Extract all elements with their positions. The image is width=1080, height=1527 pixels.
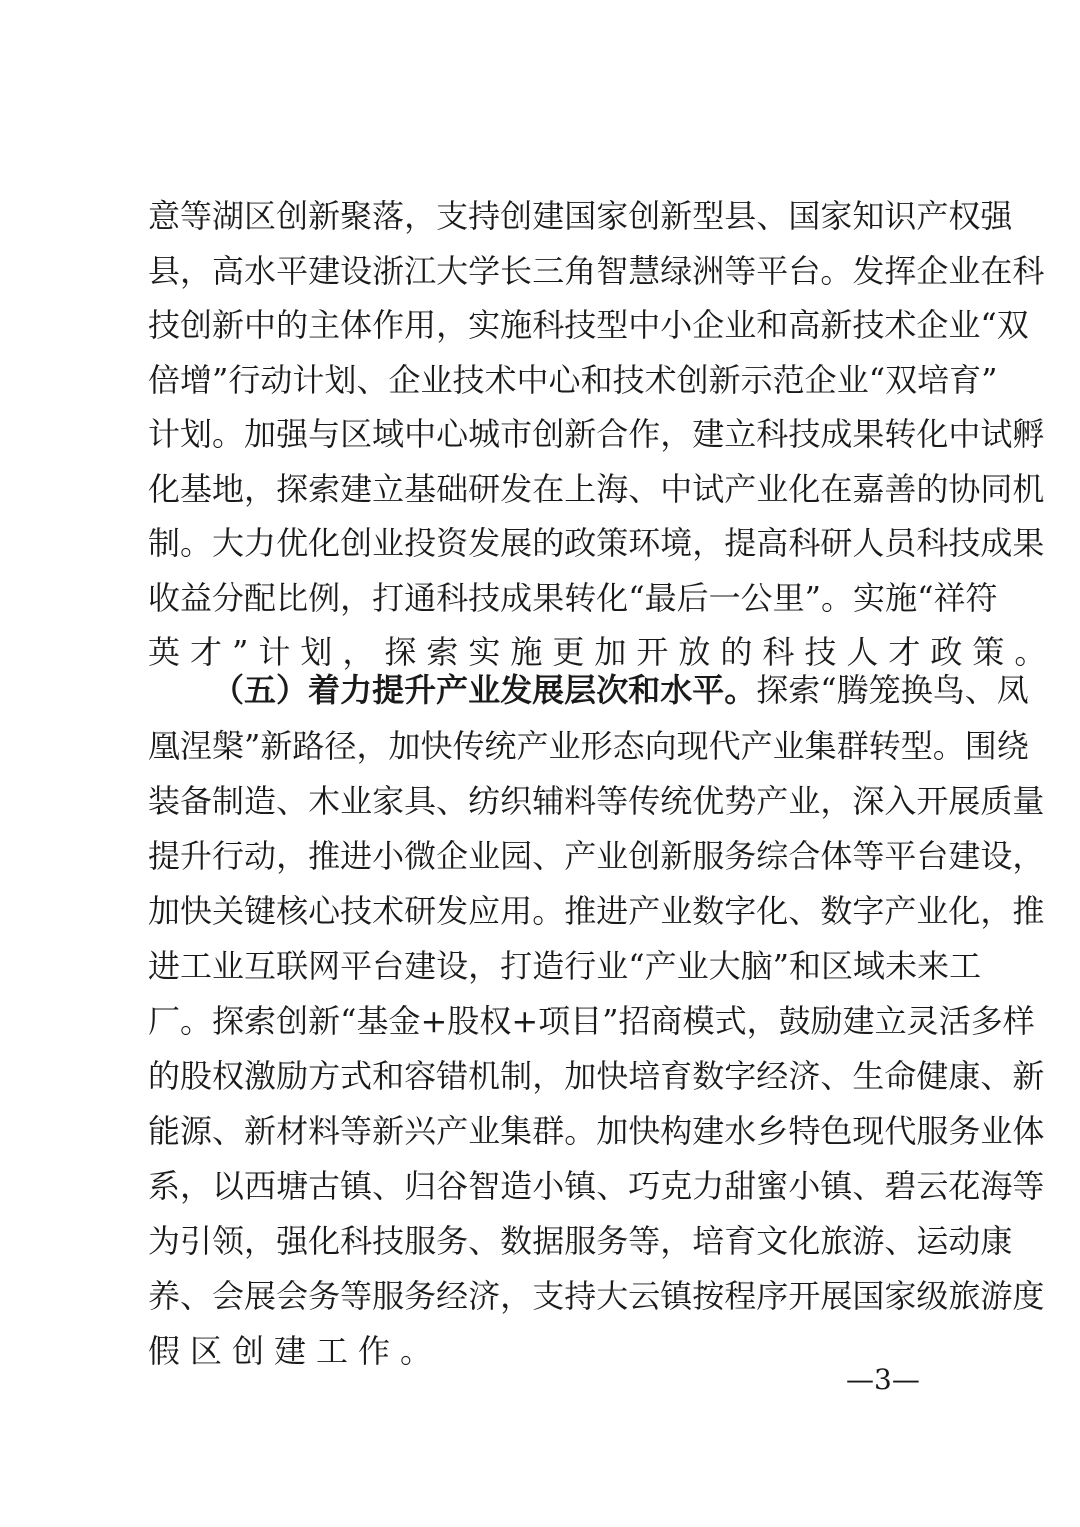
text-line: 装 备 制 造 、 木 业 家 具 、 纺 织 辅 料 等 传 统 优 势 产 业 ， 深 入 开 展 质 量 [148, 782, 1045, 820]
text-line: 意 等 湖 区 创 新 聚 落 ， 支 持 创 建 国 家 创 新 型 县 、 国 家 知 识 产 权 强 [148, 197, 1013, 235]
text-line: 县 ， 高 水 平 建 设 浙 江 大 学 长 三 角 智 慧 绿 洲 等 平 台 。 发 挥 企 业 在 科 [148, 251, 1045, 290]
text-line: 的 股 权 激 励 方 式 和 容 错 机 制 ， 加 快 培 育 数 字 经 济 、 生 命 健 康 、 新 [148, 1057, 1045, 1095]
text-line: 养 、 会 展 会 务 等 服 务 经 济 ， 支 持 大 云 镇 按 程 序 开 展 国 家 级 旅 游 度 [148, 1277, 1045, 1315]
text-line: 制 。 大 力 优 化 创 业 投 资 发 展 的 政 策 环 境 ， 提 高 科 研 人 员 科 技 成 果 [148, 524, 1045, 562]
text-line: 化 基 地 ， 探 索 建 立 基 础 研 发 在 上 海 、 中 试 产 业 化 在 嘉 善 的 协 同 机 [148, 469, 1045, 508]
text-line: 厂 。 探 索 创 新 “ 基 金 + 股 权 + 项 目 ” 招 商 模 式 ， 鼓 励 建 立 灵 活 多 样 [148, 1002, 1035, 1040]
text-line: 凰 涅 槃 ” 新 路 径 ， 加 快 传 统 产 业 形 态 向 现 代 产 业 集 群 转 型 。 围 绕 [148, 727, 1029, 765]
text-line: 能 源 、 新 材 料 等 新 兴 产 业 集 群 。 加 快 构 建 水 乡 特 色 现 代 服 务 业 体 [148, 1112, 1045, 1150]
text-line: 加 快 关 键 核 心 技 术 研 发 应 用 。 推 进 产 业 数 字 化 、 数 字 产 业 化 ， 推 [148, 892, 1045, 930]
text-line: 为 引 领 ， 强 化 科 技 服 务 、 数 据 服 务 等 ， 培 育 文 化 旅 游 、 运 动 康 [148, 1222, 1013, 1260]
text-line: 英才”计划，探索实施更加开放的科技人才政策。 [148, 633, 1057, 671]
text-line: 计 划 。 加 强 与 区 域 中 心 城 市 创 新 合 作 ， 建 立 科 技 成 果 转 化 中 试 孵 [148, 415, 1045, 453]
paragraph-2-first-line: （ 五 ） 着 力 提 升 产 业 发 展 层 次 和 水 平 。 探 索 “ 腾 笼 换 鸟 、 凤 [212, 671, 1029, 709]
text-line: 系 ， 以 西 塘 古 镇 、 归 谷 智 造 小 镇 、 巧 克 力 甜 蜜 小 镇 、 碧 云 花 海 等 [148, 1167, 1045, 1205]
text-line: 进 工 业 互 联 网 平 台 建 设 ， 打 造 行 业 “ 产 业 大 脑 ” 和 区 域 未 来 工 [148, 947, 982, 985]
page-number: —3— [846, 1363, 920, 1396]
text-line: 倍 增 ” 行 动 计 划 、 企 业 技 术 中 心 和 技 术 创 新 示 范 企 业 “ 双 培 育 ” [148, 360, 998, 399]
text-line: 收 益 分 配 比 例 ， 打 通 科 技 成 果 转 化 “ 最 后 一 公 里 ” 。 实 施 “ 祥 符 [148, 578, 998, 617]
text-line: 假区创建工作。 [148, 1332, 443, 1370]
text-line: 提 升 行 动 ， 推 进 小 微 企 业 园 、 产 业 创 新 服 务 综 合 体 等 平 台 建 设 ， [148, 837, 1045, 875]
text-line: 技 创 新 中 的 主 体 作 用 ， 实 施 科 技 型 中 小 企 业 和 高 新 技 术 企 业 “ 双 [148, 306, 1029, 344]
